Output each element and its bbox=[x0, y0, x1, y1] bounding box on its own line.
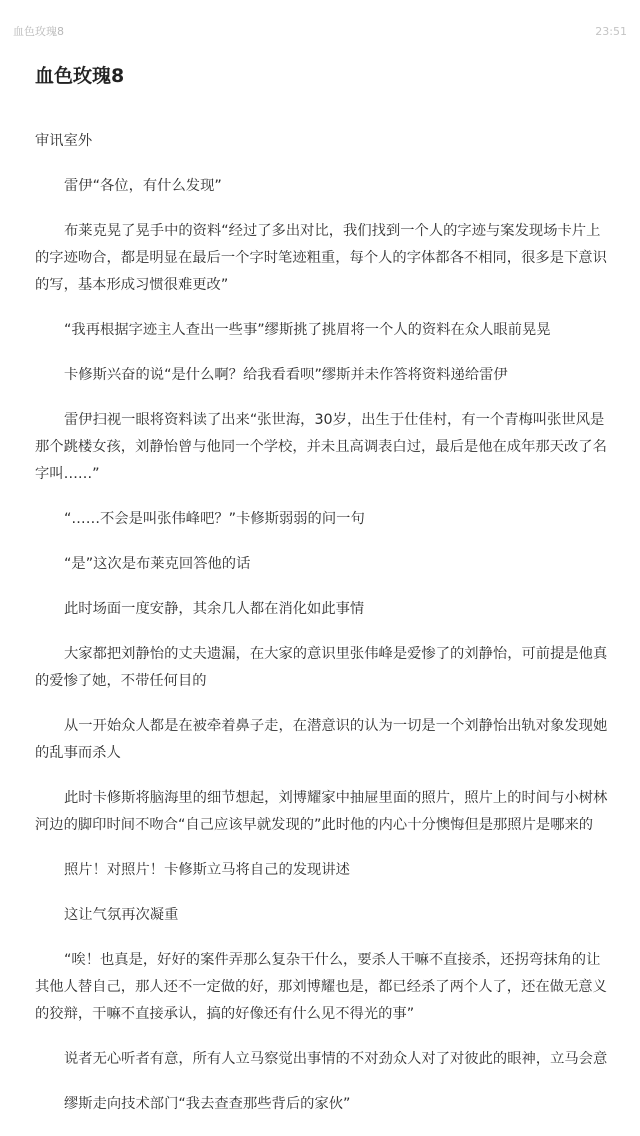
paragraph: 雷伊“各位，有什么发现” bbox=[64, 178, 222, 194]
paragraph: “是”这次是布莱克回答他的话 bbox=[64, 556, 251, 572]
paragraph: 此时场面一度安静，其余几人都在消化如此事情 bbox=[64, 601, 365, 617]
paragraph: 这让气氛再次凝重 bbox=[64, 907, 179, 923]
paragraph: 卡修斯兴奋的说“是什么啊？给我看看呗”缪斯并未作答将资料递给雷伊 bbox=[64, 367, 508, 383]
paragraph: 雷伊扫视一眼将资料读了出来“张世海，30岁，出生于仕佳村，有一个青梅叫张世风是那个跳楼女孩，刘静怡曾与他同一个学校，并未且高调表白过，最后是他在成年那天改了名字叫……” bbox=[35, 412, 607, 482]
status-bar bbox=[0, 0, 640, 40]
paragraph: 说者无心听者有意，所有人立马察觉出事情的不对劲众人对了对彼此的眼神，立马会意 bbox=[64, 1051, 608, 1067]
status-bar-time: 23:51 bbox=[595, 25, 627, 38]
paragraph: 此时卡修斯将脑海里的细节想起，刘博耀家中抽屉里面的照片，照片上的时间与小树林河边的脚印时间不吻合“自己应该早就发现的”此时他的内心十分懊悔但是那照片是哪来的 bbox=[35, 790, 608, 833]
chapter-content bbox=[35, 128, 610, 1136]
paragraph: 照片！对照片！卡修斯立马将自己的发现讲述 bbox=[64, 862, 350, 878]
paragraph: “我再根据字迹主人查出一些事”缪斯挑了挑眉将一个人的资料在众人眼前晃晃 bbox=[64, 322, 551, 338]
paragraph: “……不会是叫张伟峰吧？”卡修斯弱弱的问一句 bbox=[64, 511, 365, 527]
chapter-title: 血色玫瑰8 bbox=[35, 65, 125, 87]
paragraph: “唉！也真是，好好的案件弄那么复杂干什么，要杀人干嘛不直接杀，还拐弯抹角的让其他人替自己，那人还不一定做的好，那刘博耀也是，都已经杀了两个人了，还在做无意义的狡辩，干嘛不直接承认，搞的好像还有什么见不得光的事” bbox=[35, 952, 607, 1022]
paragraph: 缪斯走向技术部门“我去查查那些背后的家伙” bbox=[64, 1096, 351, 1112]
status-bar-title: 血色玫瑰8 bbox=[13, 25, 64, 38]
paragraph: 审讯室外 bbox=[35, 133, 93, 149]
paragraph: 从一开始众人都是在被牵着鼻子走，在潜意识的认为一切是一个刘静怡出轨对象发现她的乱事而杀人 bbox=[35, 718, 608, 761]
paragraph: 大家都把刘静怡的丈夫遗漏，在大家的意识里张伟峰是爱惨了的刘静怡，可前提是他真的爱惨了她，不带任何目的 bbox=[35, 646, 608, 689]
paragraph: 布莱克晃了晃手中的资料“经过了多出对比，我们找到一个人的字迹与案发现场卡片上的字迹吻合，都是明显在最后一个字时笔迹粗重，每个人的字体都各不相同，很多是下意识的写，基本形成习惯很难更改” bbox=[35, 223, 607, 293]
